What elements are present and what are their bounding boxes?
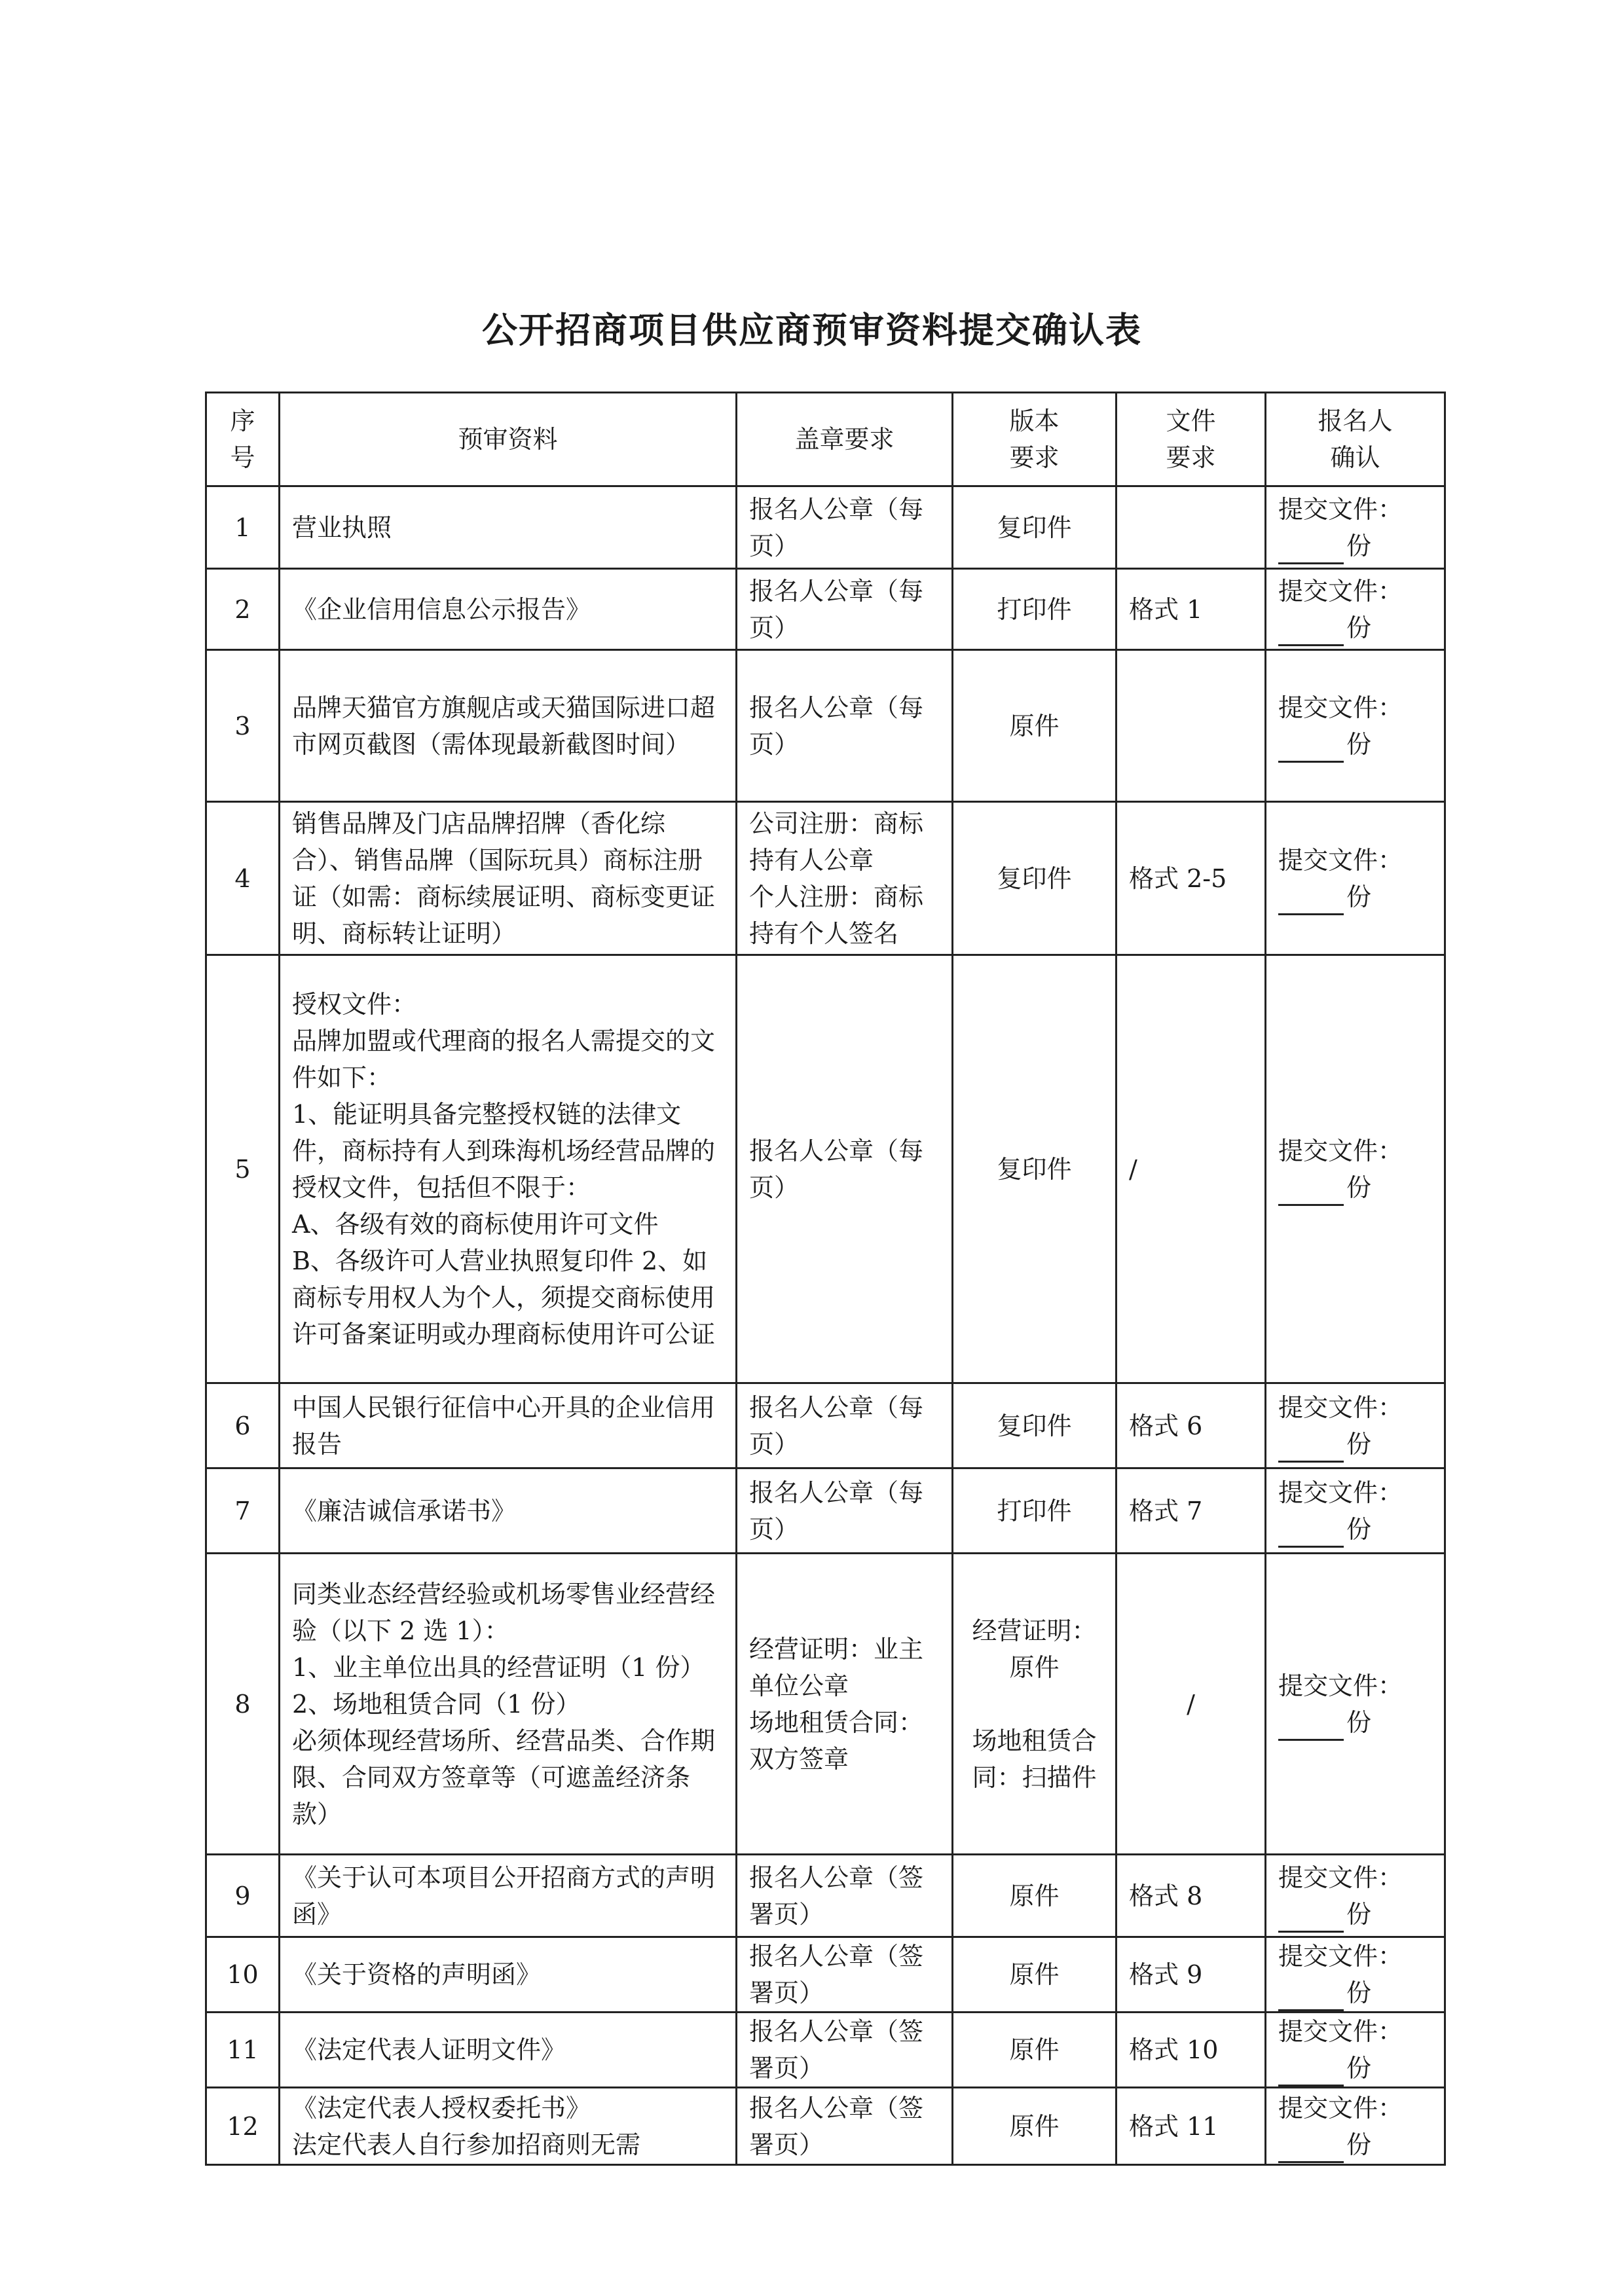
confirm-prefix: 提交文件： xyxy=(1278,693,1403,722)
confirm-prefix: 提交文件： xyxy=(1278,2093,1403,2123)
row-seq: 9 xyxy=(206,1855,280,1937)
confirm-suffix: 份 xyxy=(1346,1514,1372,1544)
confirm-count-blank[interactable] xyxy=(1278,1178,1344,1206)
table-row xyxy=(206,2088,1445,2165)
confirm-count-blank[interactable] xyxy=(1278,1904,1344,1933)
confirm-count-blank[interactable] xyxy=(1278,1434,1344,1463)
row-doc: 《廉洁诚信承诺书》 xyxy=(280,1468,737,1554)
row-version: 打印件 xyxy=(953,1468,1116,1554)
confirm-count-blank[interactable] xyxy=(1278,1983,1344,2011)
row-seal: 报名人公章（每页） xyxy=(737,486,953,569)
confirm-prefix: 提交文件： xyxy=(1278,1863,1403,1892)
row-version: 原件 xyxy=(953,1937,1116,2013)
confirm-suffix: 份 xyxy=(1346,1899,1372,1929)
table-row xyxy=(206,1383,1445,1468)
row-doc: 《关于资格的声明函》 xyxy=(280,1937,737,2013)
row-seq: 2 xyxy=(206,569,280,650)
table-row xyxy=(206,1554,1445,1855)
confirm-count-blank[interactable] xyxy=(1278,2135,1344,2163)
row-doc: 中国人民银行征信中心开具的企业信用报告 xyxy=(280,1383,737,1468)
row-seq: 12 xyxy=(206,2088,280,2165)
row-doc: 销售品牌及门店品牌招牌（香化综合）、销售品牌（国际玩具）商标注册证（如需：商标续展证明、商标变更证明、商标转让证明） xyxy=(280,802,737,955)
confirm-suffix: 份 xyxy=(1346,729,1372,759)
row-version: 复印件 xyxy=(953,955,1116,1383)
table-row xyxy=(206,486,1445,569)
row-seal: 报名人公章（签署页） xyxy=(737,2088,953,2165)
header-seal: 盖章要求 xyxy=(737,393,953,486)
confirm-prefix: 提交文件： xyxy=(1278,845,1403,875)
confirm-prefix: 提交文件： xyxy=(1278,1478,1403,1507)
confirm-suffix: 份 xyxy=(1346,1978,1372,2007)
row-confirm xyxy=(1266,650,1445,802)
confirm-suffix: 份 xyxy=(1346,2054,1372,2083)
confirm-suffix: 份 xyxy=(1346,1429,1372,1459)
confirm-prefix: 提交文件： xyxy=(1278,494,1403,524)
row-format: / xyxy=(1116,955,1266,1383)
row-seal: 报名人公章（每页） xyxy=(737,1468,953,1554)
row-format xyxy=(1116,650,1266,802)
row-version: 原件 xyxy=(953,2013,1116,2088)
confirm-suffix: 份 xyxy=(1346,882,1372,911)
row-seal: 报名人公章（签署页） xyxy=(737,1855,953,1937)
confirm-suffix: 份 xyxy=(1346,2130,1372,2159)
row-format: 格式 6 xyxy=(1116,1383,1266,1468)
row-seal: 报名人公章（每页） xyxy=(737,955,953,1383)
row-version: 复印件 xyxy=(953,486,1116,569)
prequalification-table xyxy=(205,392,1446,2166)
row-format xyxy=(1116,486,1266,569)
row-version: 打印件 xyxy=(953,569,1116,650)
row-confirm xyxy=(1266,1468,1445,1554)
row-format: / xyxy=(1116,1554,1266,1855)
row-version: 原件 xyxy=(953,1855,1116,1937)
table-row xyxy=(206,569,1445,650)
row-format: 格式 7 xyxy=(1116,1468,1266,1554)
header-confirm: 报名人 确认 xyxy=(1266,393,1445,486)
row-format: 格式 8 xyxy=(1116,1855,1266,1937)
table-header-row xyxy=(206,393,1445,486)
table-row xyxy=(206,1468,1445,1554)
row-doc: 品牌天猫官方旗舰店或天猫国际进口超市网页截图（需体现最新截图时间） xyxy=(280,650,737,802)
row-doc: 授权文件： 品牌加盟或代理商的报名人需提交的文件如下： 1、能证明具备完整授权链的法律文件，商标持有人到珠海机场经营品牌的授权文件，包括但不限于： A、各级有效的商标使用许可文件 B、各级许可人营业执照复印件 2、如商标专用权人为个人，须提交商标使用许可备案证明或办理商标使用许可公证 xyxy=(280,955,737,1383)
row-seq: 3 xyxy=(206,650,280,802)
table-row xyxy=(206,802,1445,955)
row-confirm xyxy=(1266,569,1445,650)
row-doc: 同类业态经营经验或机场零售业经营经验（以下 2 选 1）： 1、业主单位出具的经营证明（1 份） 2、场地租赁合同（1 份） 必须体现经营场所、经营品类、合作期限、合同双方签章等（可遮盖经济条款） xyxy=(280,1554,737,1855)
confirm-suffix: 份 xyxy=(1346,531,1372,560)
confirm-suffix: 份 xyxy=(1346,1173,1372,1202)
confirm-prefix: 提交文件： xyxy=(1278,576,1403,606)
row-seal: 报名人公章（每页） xyxy=(737,1383,953,1468)
row-seq: 1 xyxy=(206,486,280,569)
row-confirm xyxy=(1266,2013,1445,2088)
confirm-count-blank[interactable] xyxy=(1278,618,1344,646)
row-doc: 《关于认可本项目公开招商方式的声明函》 xyxy=(280,1855,737,1937)
row-format: 格式 9 xyxy=(1116,1937,1266,2013)
header-seq: 序 号 xyxy=(206,393,280,486)
row-doc: 《企业信用信息公示报告》 xyxy=(280,569,737,650)
row-doc: 《法定代表人证明文件》 xyxy=(280,2013,737,2088)
row-version: 原件 xyxy=(953,650,1116,802)
row-seq: 10 xyxy=(206,1937,280,2013)
row-confirm xyxy=(1266,2088,1445,2165)
confirm-prefix: 提交文件： xyxy=(1278,1136,1403,1165)
confirm-count-blank[interactable] xyxy=(1278,536,1344,564)
confirm-count-blank[interactable] xyxy=(1278,887,1344,915)
row-confirm xyxy=(1266,1855,1445,1937)
row-seq: 5 xyxy=(206,955,280,1383)
table-row xyxy=(206,955,1445,1383)
table-row xyxy=(206,650,1445,802)
confirm-count-blank[interactable] xyxy=(1278,1520,1344,1548)
confirm-suffix: 份 xyxy=(1346,1707,1372,1737)
row-seal: 经营证明：业主单位公章 场地租赁合同：双方签章 xyxy=(737,1554,953,1855)
row-seal: 公司注册：商标持有人公章 个人注册：商标持有个人签名 xyxy=(737,802,953,955)
row-doc: 营业执照 xyxy=(280,486,737,569)
row-seq: 11 xyxy=(206,2013,280,2088)
row-seal: 报名人公章（每页） xyxy=(737,569,953,650)
table-row xyxy=(206,1937,1445,2013)
header-format: 文件 要求 xyxy=(1116,393,1266,486)
row-version: 复印件 xyxy=(953,1383,1116,1468)
row-seal: 报名人公章（签署页） xyxy=(737,2013,953,2088)
row-doc: 《法定代表人授权委托书》 法定代表人自行参加招商则无需 xyxy=(280,2088,737,2165)
row-seq: 8 xyxy=(206,1554,280,1855)
row-seq: 7 xyxy=(206,1468,280,1554)
row-format: 格式 1 xyxy=(1116,569,1266,650)
row-confirm xyxy=(1266,955,1445,1383)
confirm-prefix: 提交文件： xyxy=(1278,1942,1403,1971)
row-confirm xyxy=(1266,486,1445,569)
row-format: 格式 2-5 xyxy=(1116,802,1266,955)
confirm-prefix: 提交文件： xyxy=(1278,1393,1403,1422)
confirm-count-blank[interactable] xyxy=(1278,1713,1344,1741)
row-seq: 6 xyxy=(206,1383,280,1468)
confirm-prefix: 提交文件： xyxy=(1278,2017,1403,2046)
row-format: 格式 10 xyxy=(1116,2013,1266,2088)
row-confirm xyxy=(1266,1937,1445,2013)
row-format: 格式 11 xyxy=(1116,2088,1266,2165)
confirm-count-blank[interactable] xyxy=(1278,735,1344,763)
table-row xyxy=(206,2013,1445,2088)
row-confirm xyxy=(1266,802,1445,955)
confirm-prefix: 提交文件： xyxy=(1278,1671,1403,1700)
header-version: 版本 要求 xyxy=(953,393,1116,486)
confirm-count-blank[interactable] xyxy=(1278,2058,1344,2086)
row-version: 复印件 xyxy=(953,802,1116,955)
row-seal: 报名人公章（签署页） xyxy=(737,1937,953,2013)
row-confirm xyxy=(1266,1383,1445,1468)
confirm-suffix: 份 xyxy=(1346,613,1372,642)
table-row xyxy=(206,1855,1445,1937)
row-seal: 报名人公章（每页） xyxy=(737,650,953,802)
row-seq: 4 xyxy=(206,802,280,955)
row-confirm xyxy=(1266,1554,1445,1855)
header-doc: 预审资料 xyxy=(280,393,737,486)
page-title: 公开招商项目供应商预审资料提交确认表 xyxy=(482,310,1142,351)
row-version: 经营证明：原件 场地租赁合同：扫描件 xyxy=(953,1554,1116,1855)
row-version: 原件 xyxy=(953,2088,1116,2165)
